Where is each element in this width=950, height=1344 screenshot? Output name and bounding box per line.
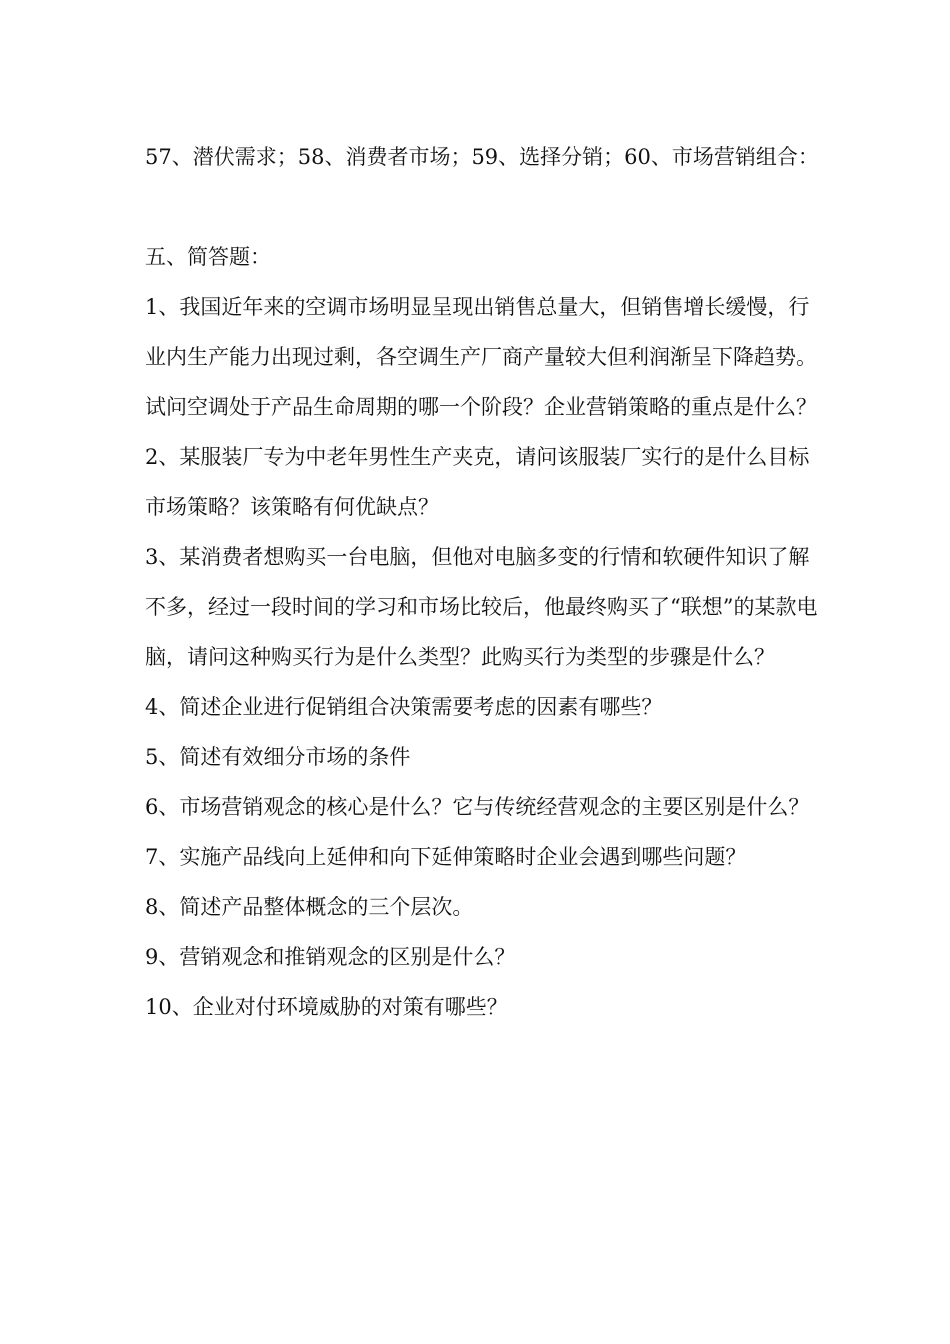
- section-heading: 五、简答题：: [145, 245, 271, 269]
- question-2: 2、某服装厂专为中老年男性生产夹克，请问该服装厂实行的是什么目标市场策略？该策略有何优缺点？: [145, 445, 810, 519]
- question-9: 9、营销观念和推销观念的区别是什么？: [145, 945, 516, 969]
- question-5: 5、简述有效细分市场的条件: [145, 745, 411, 769]
- document-content: [145, 132, 825, 1032]
- question-6: 6、市场营销观念的核心是什么？它与传统经营观念的主要区别是什么？: [145, 795, 810, 819]
- question-7: 7、实施产品线向上延伸和向下延伸策略时企业会遇到哪些问题？: [145, 845, 747, 869]
- question-4: 4、简述企业进行促销组合决策需要考虑的因素有哪些？: [145, 695, 663, 719]
- question-3: 3、某消费者想购买一台电脑，但他对电脑多变的行情和软硬件知识了解不多，经过一段时间的学习和市场比较后，他最终购买了“联想”的某款电脑，请问这种购买行为是什么类型？此购买行为类型的步骤是什么？: [145, 545, 818, 669]
- intro-line: 57、潜伏需求；58、消费者市场；59、选择分销；60、市场营销组合：: [145, 145, 819, 169]
- question-1: 1、我国近年来的空调市场明显呈现出销售总量大，但销售增长缓慢，行业内生产能力出现过剩，各空调生产厂商产量较大但利润渐呈下降趋势。试问空调处于产品生命周期的哪一个阶段？企业营销策略的重点是什么？: [145, 295, 817, 419]
- question-10: 10、企业对付环境威胁的对策有哪些？: [145, 995, 508, 1019]
- blank-line: [145, 182, 825, 232]
- question-8: 8、简述产品整体概念的三个层次。: [145, 895, 474, 919]
